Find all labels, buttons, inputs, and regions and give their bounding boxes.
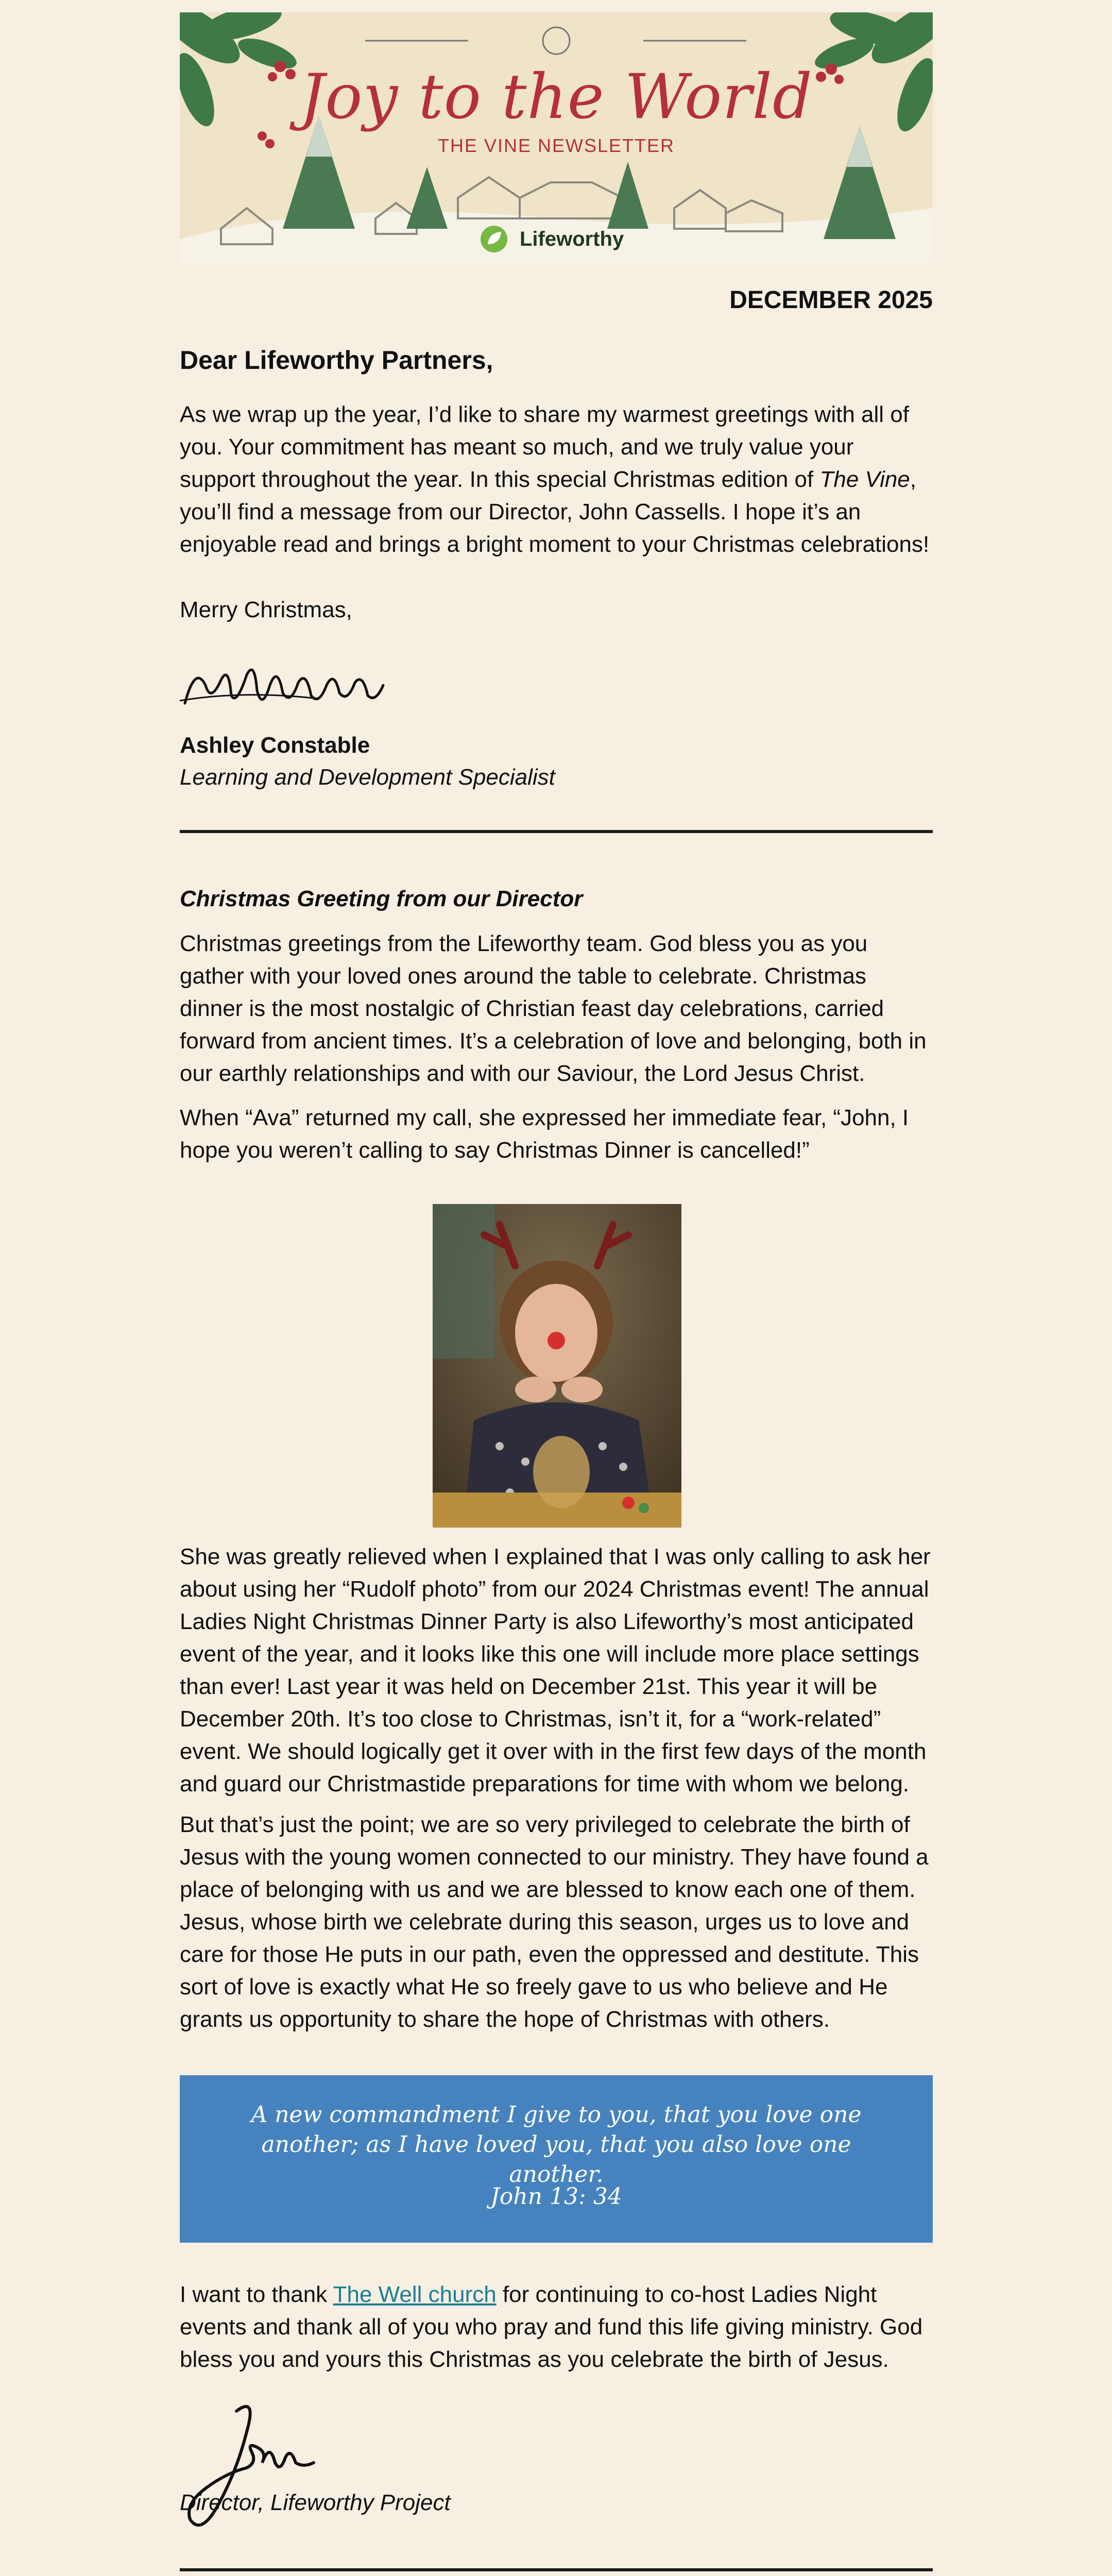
leaf-icon [478,224,509,255]
scripture-quote-ref: John 13: 34 [490,2183,622,2210]
director-heading: Christmas Greeting from our Director [180,886,583,911]
scripture-quote-text: A new commandment I give to you, that you love one another; as I have loved you, that you also love one another. [251,2102,862,2188]
lifeworthy-logo [478,224,638,255]
director-role: Director, Lifeworthy Project [180,2490,451,2515]
section-divider [180,830,933,833]
director-signature [180,2391,324,2545]
photo-image [433,1204,681,1528]
intro-paragraph-part1: As we wrap up the year, I’d like to share my warmest greetings with all of you. Your commitment has meant so much, and we truly value your support throughout the year. In this special Christmas edition of [180,402,909,492]
newsletter-banner [180,12,933,263]
director-paragraph-5 [180,2278,933,2376]
section-divider-2 [180,2568,933,2571]
thanks-part1: I want to thank [180,2282,333,2307]
director-paragraph-1: Christmas greetings from the Lifeworthy team. God bless you as you gather with your loved ones around the table to celebrate. Christmas dinner is the most nostalgic of Christian feast day celebrations, carried forward from ancient times. It’s a celebration of love and belonging, both in our earthly relationships and with our Saviour, the Lord Jesus Christ. [180,931,927,1086]
intro-paragraph-part2: , you’ll find a message from our Director, John Cassells. I hope it’s an enjoyable read and brings a bright moment to your Christmas celebrations! [180,467,930,557]
intro-paragraph [180,398,933,561]
lifeworthy-logo-text: Lifeworthy [520,228,624,250]
banner-subtitle: THE VINE NEWSLETTER [437,135,675,156]
issue-date: DECEMBER 2025 [729,286,933,314]
signer-name: Ashley Constable [180,733,370,758]
director-paragraph-4: But that’s just the point; we are so very privileged to celebrate the birth of Jesus with the young women connected to our ministry. They have found a place of belonging with us and we are blessed to know each one of them. Jesus, whose birth we celebrate during this season, urges us to love and care for those He puts in our path, even the oppressed and destitute. This sort of love is exactly what He so freely gave to us who believe and He grants us opportunity to share the hope of Christmas with others. [180,1812,929,2032]
ashley-signature [180,654,396,721]
the-well-church-link[interactable]: The Well church [333,2282,497,2307]
signer-role: Learning and Development Specialist [180,765,555,790]
director-paragraph-2: When “Ava” returned my call, she expressed her immediate fear, “John, I hope you weren’t calling to say Christmas Dinner is cancelled!” [180,1105,909,1163]
thanks-part2: for continuing to co-host Ladies Night events and thank all of you who pray and fund this life giving ministry. God bless you and yours this Christmas as you celebrate the birth of Jesus. [180,2282,923,2372]
director-paragraph-3: She was greatly relieved when I explained that I was only calling to ask her about using her “Rudolf photo” from our 2024 Christmas event! The annual Ladies Night Christmas Dinner Party is also Lifeworthy’s most anticipated event of the year, and it looks like this one will include more place settings than ever! Last year it was held on December 21st. This year it will be December 20th. It’s too close to Christmas, isn’t it, for a “work-related” event. We should logically get it over with in the first few days of the month and guard our Christmastide preparations for time with whom we belong. [180,1544,931,1797]
greeting: Dear Lifeworthy Partners, [180,346,493,375]
banner-title: Joy to the World [300,61,813,133]
rudolf-photo [433,1204,681,1528]
scripture-quote-box [180,2075,933,2243]
newsletter-name: The Vine [819,467,910,492]
closing-line: Merry Christmas, [180,597,352,622]
